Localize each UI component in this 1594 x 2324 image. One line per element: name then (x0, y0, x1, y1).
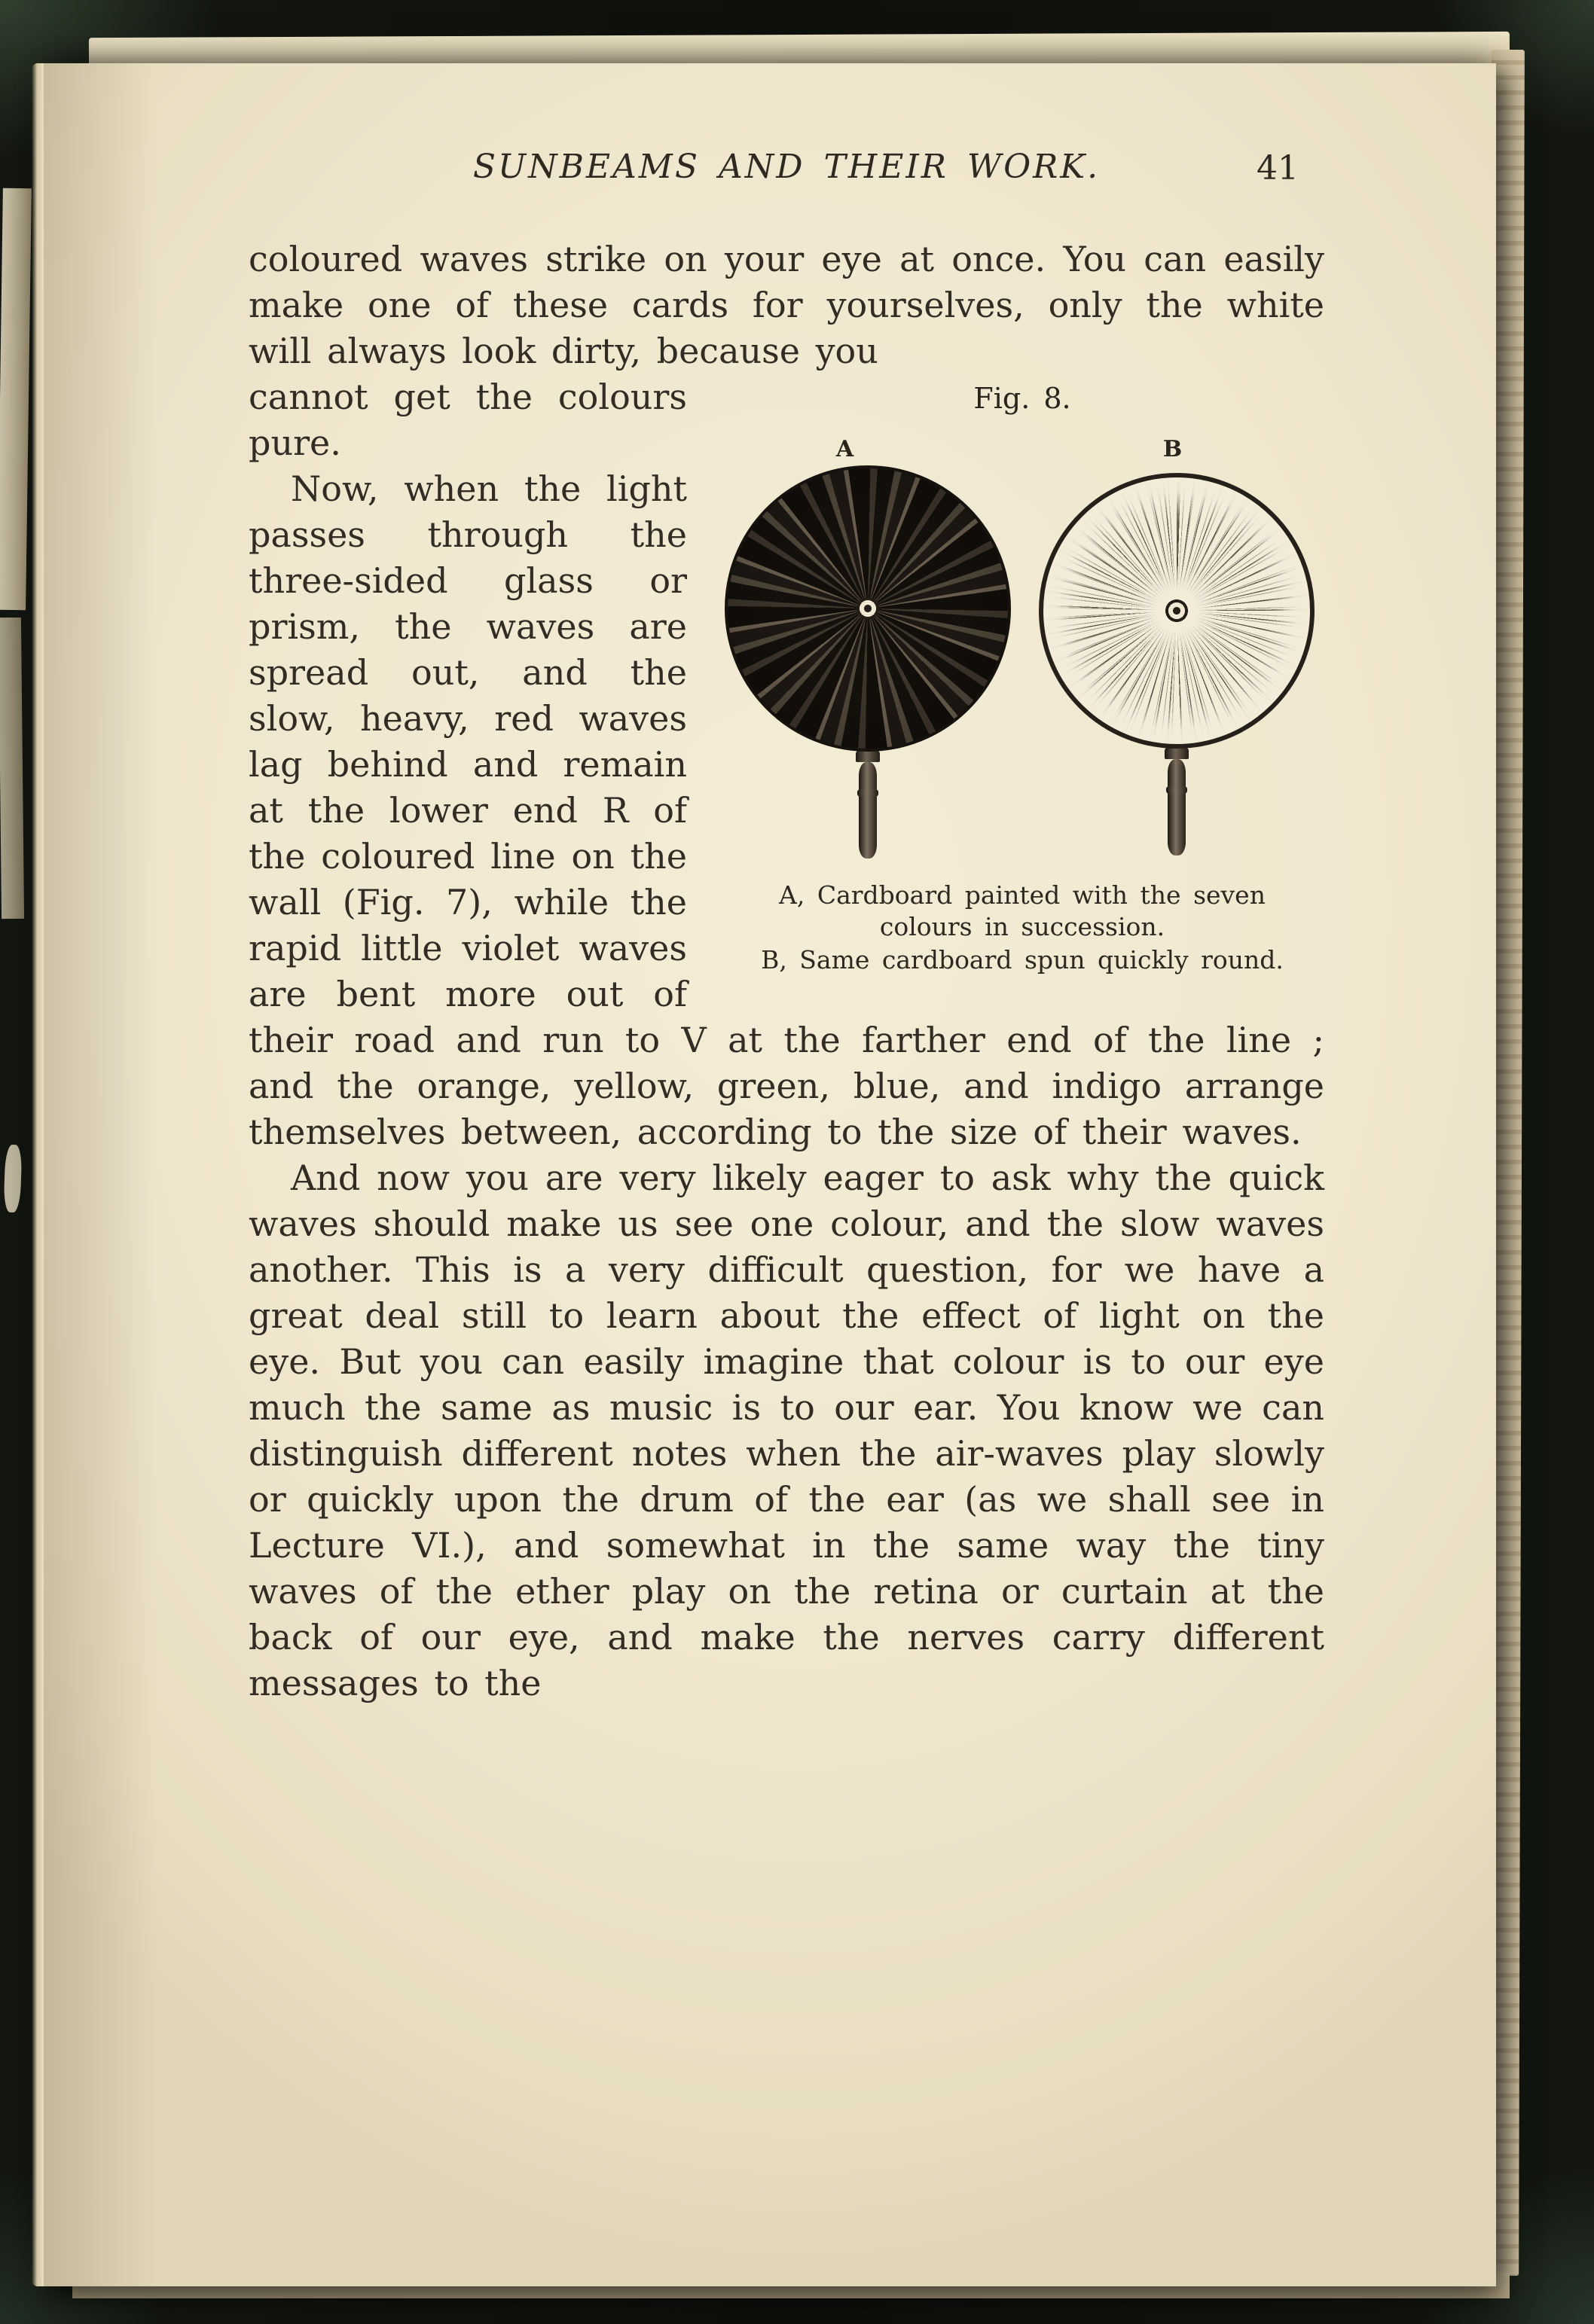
running-header (249, 148, 1324, 208)
paragraph-3: And now you are very likely eager to ask why the quick waves should make us see one colour, and the slow waves another. This is a very difficult question, for we have a great deal still to learn about the effect of light on the eye. But you can easily imagine that colour is to our eye much the same as music is to our ear. You know we can distinguish different notes when the air-waves play slowly or quickly upon the drum of the ear (as we shall see in Lecture VI.), and somewhat in the same way the tiny waves of the ether play on the retina or curtain at the back of our eye, and make the nerves carry different messages to the (249, 1157, 1324, 1703)
paragraph-2: Now, when the light passes through the three-sided glass or prism, the waves are spread out, and the slow, heavy, red waves lag behind and remain at the lower end R of the coloured line on the wall (Fig. 7), while the rapid little violet waves are bent more out of their road and run to V at the farther end of the line ; and the orange, yellow, green, blue, and indigo arrange themselves between, according to the size of their waves. (249, 468, 1324, 1152)
paragraph-1a: coloured waves strike on your eye at once. You can easily make one of these cards for yourselves, only the white will always look dirty, because you (249, 239, 1324, 371)
handle-ring (857, 789, 878, 797)
figure-labels (720, 438, 1324, 461)
figure-discs (720, 465, 1324, 859)
figure-caption-b: B, Same cardboard spun quickly round. (761, 945, 1284, 974)
page-stack-edge-left (3, 1145, 22, 1213)
handle-shaft (1168, 759, 1186, 855)
disc-hub (854, 595, 881, 622)
figure-label-b: B (1162, 436, 1184, 462)
handle-ring (1166, 786, 1187, 794)
handle-collar (1165, 747, 1189, 759)
figure-label-a: A (835, 436, 856, 462)
handle-a (856, 750, 880, 859)
figure-caption-a: A, Cardboard painted with the seven colours in succession. (779, 880, 1266, 941)
book-page (44, 63, 1496, 2286)
figure-title: Fig. 8. (973, 382, 1071, 415)
page-title: SUNBEAMS AND THEIR WORK. (472, 148, 1101, 186)
page-number: 41 (1257, 149, 1299, 188)
figure-8 (720, 376, 1324, 976)
page-content (249, 148, 1324, 1706)
page-stack-edge-left (0, 618, 24, 919)
disc-hub (1163, 597, 1190, 624)
handle-b (1165, 747, 1189, 855)
disc-unit-b (1029, 465, 1324, 855)
figure-disc-a (725, 465, 1011, 752)
handle-shaft (859, 762, 877, 859)
disc-unit-a (720, 465, 1015, 859)
figure-caption (720, 880, 1324, 976)
paragraph-1b: cannot get the colours pure. (249, 377, 687, 463)
handle-collar (856, 750, 880, 762)
body-text (249, 236, 1324, 1706)
page-stack-edge-left (0, 188, 32, 610)
figure-disc-b (1039, 473, 1315, 749)
